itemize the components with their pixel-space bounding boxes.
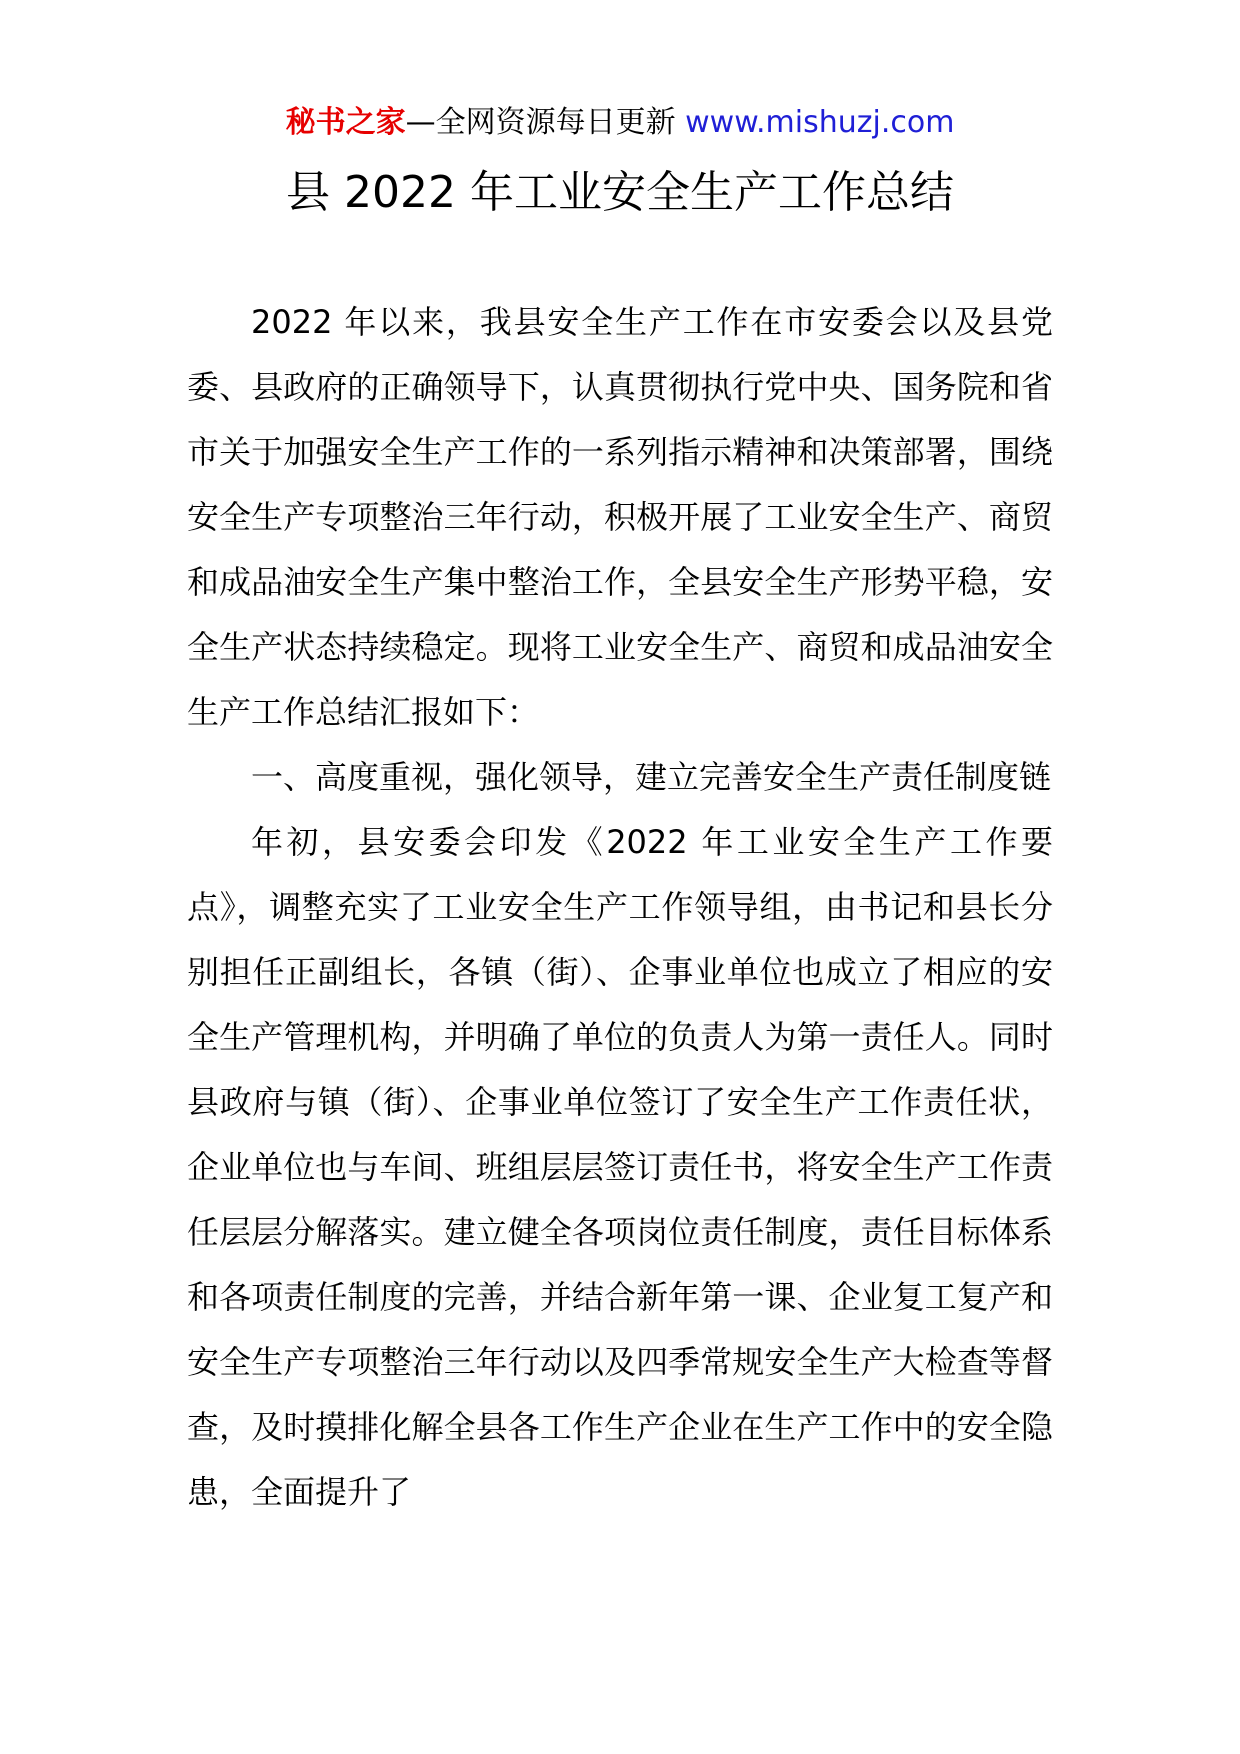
section-heading-1: 一、高度重视，强化领导，建立完善安全生产责任制度链 bbox=[251, 758, 1052, 796]
document-body bbox=[187, 290, 1053, 1525]
site-header bbox=[0, 103, 1240, 143]
document-title: 县 2022 年工业安全生产工作总结 bbox=[286, 167, 954, 218]
site-url-link[interactable]: www.mishuzj.com bbox=[685, 105, 955, 140]
paragraph-intro: 2022 年以来，我县安全生产工作在市安委会以及县党委、县政府的正确领导下，认真贯彻执行党中央、国务院和省市关于加强安全生产工作的一系列指示精神和决策部署，围绕安全生产专项整治三年行动，积极开展了工业安全生产、商贸和成品油安全生产集中整治工作，全县安全生产形势平稳，安全生产状态持续稳定。现将工业安全生产、商贸和成品油安全生产工作总结汇报如下： bbox=[187, 303, 1053, 731]
brand-name: 秘书之家 bbox=[285, 105, 406, 140]
paragraph-section-1: 年初，县安委会印发《2022 年工业安全生产工作要点》，调整充实了工业安全生产工作领导组，由书记和县长分别担任正副组长，各镇（街）、企事业单位也成立了相应的安全生产管理机构，并明确了单位的负责人为第一责任人。同时县政府与镇（街）、企事业单位签订了安全生产工作责任状，企业单位也与车间、班组层层签订责任书，将安全生产工作责任层层分解落实。建立健全各项岗位责任制度，责任目标体系和各项责任制度的完善，并结合新年第一课、企业复工复产和安全生产专项整治三年行动以及四季常规安全生产大检查等督查，及时摸排化解全县各工作生产企业在生产工作中的安全隐患，全面提升了 bbox=[187, 823, 1053, 1511]
header-tagline: —全网资源每日更新 bbox=[405, 105, 676, 140]
